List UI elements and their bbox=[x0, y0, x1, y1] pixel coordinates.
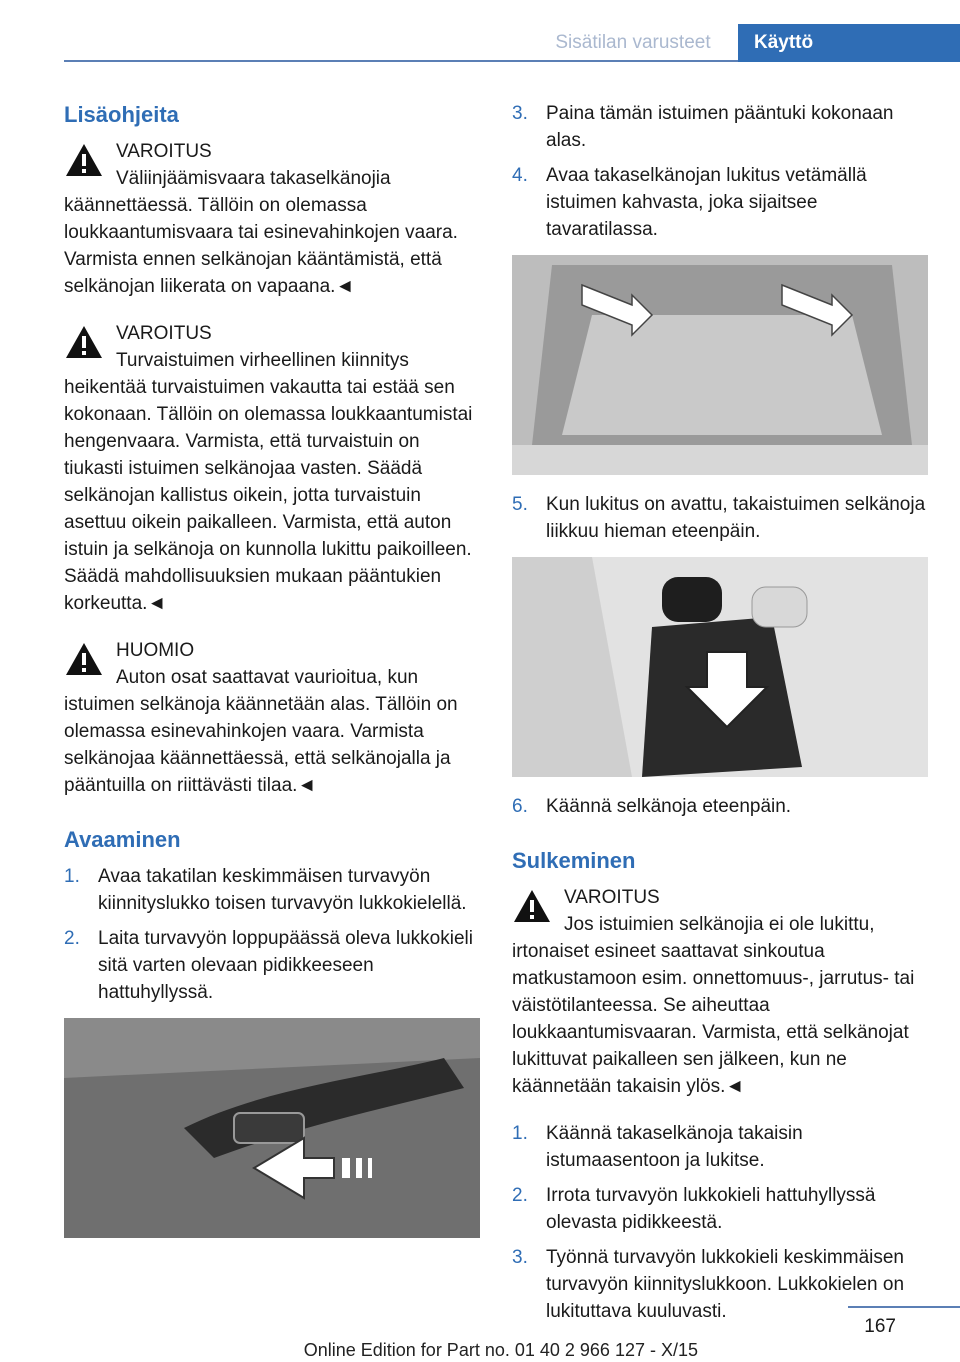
warning-triangle-icon bbox=[64, 324, 104, 360]
warning-title: VAROITUS bbox=[116, 323, 212, 344]
list-item bbox=[64, 863, 480, 917]
seatbelt-tongue-photo bbox=[64, 1018, 480, 1238]
heading-avaaminen: Avaaminen bbox=[64, 827, 181, 852]
list-item bbox=[64, 925, 480, 1006]
left-column bbox=[64, 100, 480, 1254]
warning-triangle-icon bbox=[64, 641, 104, 677]
page-number: 167 bbox=[864, 1316, 896, 1337]
warning-block bbox=[512, 884, 928, 1100]
warning-block bbox=[64, 138, 480, 300]
step-list bbox=[512, 1120, 928, 1325]
edition-text: Online Edition for Part no. 01 40 2 966 127 - X/15 bbox=[303, 1340, 698, 1360]
step-list bbox=[512, 100, 928, 243]
step-text: Laita turvavyön loppupäässä oleva lukkokieli sitä varten olevaan pidikkeeseen hattuhyllyssä. bbox=[98, 928, 473, 1003]
step-text: Kun lukitus on avattu, takaistuimen selkänoja liikkuu hieman eteenpäin. bbox=[546, 494, 926, 542]
step-text: Käännä selkänoja eteenpäin. bbox=[546, 796, 792, 817]
notice-block bbox=[64, 637, 480, 799]
step-number: 1. bbox=[64, 866, 80, 887]
warning-text: Väliinjäämisvaara takaselkänojia käännettäessä. Tällöin on olemassa loukkaantumisvaara tai esinevahinkojen vaara. Varmista ennen selkänojan kääntämistä, että selkänojan liikerata on vapaana.◄ bbox=[64, 168, 458, 297]
step-number: 2. bbox=[64, 928, 80, 949]
right-column bbox=[512, 100, 928, 1333]
warning-triangle-icon bbox=[64, 142, 104, 178]
step-list bbox=[512, 491, 928, 545]
list-item bbox=[512, 491, 928, 545]
step-number: 4. bbox=[512, 165, 528, 186]
step-number: 2. bbox=[512, 1185, 528, 1206]
warning-text: Turvaistuimen virheellinen kiinnitys heikentää turvaistuimen vakautta tai estää sen kokonaan. Tällöin on olemassa loukkaantumistai hengenvaara. Varmista, että turvaistuin on tiukasti istuimen selkänojaa vasten. Säädä selkänojan kallistus oikein, jotta turvaistuin asettuu oikein paikalleen. Varmista, että auton istuin ja selkänoja on kunnolla lukittu paikoilleen. Säädä mahdollisuuksien mukaan pääntukien korkeutta.◄ bbox=[64, 350, 473, 614]
step-text: Avaa takaselkänojan lukitus vetämällä istuimen kahvasta, joka sijaitsee tavaratilassa. bbox=[546, 165, 867, 240]
list-item bbox=[512, 1182, 928, 1236]
notice-title: HUOMIO bbox=[116, 640, 195, 661]
step-text: Käännä takaselkänoja takaisin istumaasentoon ja lukitse. bbox=[546, 1123, 803, 1171]
step-list bbox=[512, 793, 928, 820]
step-text: Avaa takatilan keskimmäisen turvavyön kiinnityslukko toisen turvavyön lukkokielellä. bbox=[98, 866, 467, 914]
heading-sulkeminen: Sulkeminen bbox=[512, 848, 636, 873]
step-number: 6. bbox=[512, 796, 528, 817]
step-text: Työnnä turvavyön lukkokieli keskimmäisen turvavyön kiinnityslukkoon. Lukkokielen on lukituttava kuuluvasti. bbox=[546, 1247, 905, 1322]
step-text: Irrota turvavyön lukkokieli hattuhyllyssä olevasta pidikkeestä. bbox=[546, 1185, 876, 1233]
warning-title: VAROITUS bbox=[564, 887, 660, 908]
notice-text: Auton osat saattavat vaurioitua, kun istuimen selkänoja käännetään alas. Tällöin on olemassa esinevahinkojen vaara. Varmista selkänojaa käännettäessä, että selkänojalla ja pääntuilla on riittävästi tilaa.◄ bbox=[64, 667, 458, 796]
active-tab[interactable]: Käyttö bbox=[738, 24, 960, 62]
step-text: Paina tämän istuimen pääntuki kokonaan alas. bbox=[546, 103, 894, 151]
step-number: 1. bbox=[512, 1123, 528, 1144]
trunk-photo bbox=[512, 255, 928, 475]
section-tab[interactable]: Sisätilan varusteet bbox=[555, 32, 711, 53]
step-list bbox=[64, 863, 480, 1006]
warning-block bbox=[64, 320, 480, 617]
step-number: 3. bbox=[512, 103, 528, 124]
step-number: 3. bbox=[512, 1247, 528, 1268]
list-item bbox=[512, 1244, 928, 1325]
list-item bbox=[512, 162, 928, 243]
list-item bbox=[512, 793, 928, 820]
warning-title: VAROITUS bbox=[116, 141, 212, 162]
rear-seat-photo bbox=[512, 557, 928, 777]
footer-rule bbox=[848, 1306, 960, 1308]
warning-triangle-icon bbox=[512, 888, 552, 924]
warning-text: Jos istuimien selkänojia ei ole lukittu, irtonaiset esineet saattavat sinkoutua matkustamoon esim. onnettomuus-, jarrutus- tai väistötilanteessa. Se aiheuttaa loukkaantumisvaaran. Varmista, että selkänojat lukittuvat paikalleen sen jälkeen, kun ne käännetään takaisin ylös.◄ bbox=[512, 914, 915, 1097]
step-number: 5. bbox=[512, 494, 528, 515]
list-item bbox=[512, 100, 928, 154]
list-item bbox=[512, 1120, 928, 1174]
heading-lisaohjeita: Lisäohjeita bbox=[64, 102, 179, 127]
